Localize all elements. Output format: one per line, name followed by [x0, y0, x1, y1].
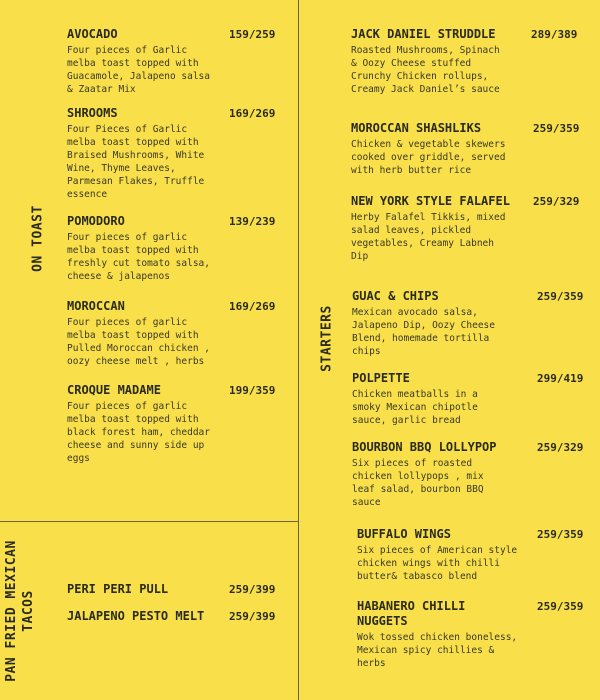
- item-price: 169/269: [229, 107, 276, 120]
- item-name: GUAC & CHIPS: [352, 289, 439, 303]
- item-price: 259/399: [229, 610, 276, 623]
- item-name: CROQUE MADAME: [67, 383, 161, 397]
- menu-item-buffalo-wings: [357, 527, 593, 583]
- item-name: JACK DANIEL STRUDDLE: [351, 27, 496, 41]
- item-description: Chicken & vegetable skewers cooked over griddle, served with herb butter rice: [351, 139, 506, 176]
- menu-item-new-york-style-falafel: [351, 194, 591, 263]
- section-label-tacos: [3, 536, 37, 686]
- item-price: 259/359: [533, 122, 580, 135]
- menu-item-shrooms: [67, 106, 277, 201]
- menu-item-polpette: [352, 371, 592, 427]
- menu-item-avocado: [67, 27, 277, 96]
- menu-item-guac-and-chips: [352, 289, 592, 358]
- item-price: 289/389: [531, 28, 578, 41]
- menu-item-habanero-chilli-nuggets: [357, 599, 593, 670]
- item-name: POMODORO: [67, 214, 125, 228]
- item-price: 199/359: [229, 384, 276, 397]
- item-description: Four pieces of garlic melba toast topped with freshly cut tomato salsa, cheese & jalapenos: [67, 232, 210, 282]
- menu-item-jack-daniel-struddle: [351, 27, 591, 96]
- item-name: MOROCCAN: [67, 299, 125, 313]
- item-description: Six pieces of American style chicken wings with chilli butter& tabasco blend: [357, 545, 518, 582]
- item-name: JALAPENO PESTO MELT: [67, 609, 205, 623]
- item-price: 259/359: [537, 528, 584, 541]
- menu-item-moroccan-shashliks: [351, 121, 591, 177]
- item-name: SHROOMS: [67, 106, 118, 120]
- item-price: 259/359: [537, 600, 584, 613]
- item-name: NEW YORK STYLE FALAFEL: [351, 194, 510, 208]
- item-description: Herby Falafel Tikkis, mixed salad leaves, pickled vegetables, Creamy Labneh Dip: [351, 212, 506, 262]
- item-description: Four pieces of garlic melba toast topped with black forest ham, cheddar cheese and sunny side up eggs: [67, 401, 210, 464]
- menu-item-croque-madame: [67, 383, 277, 465]
- item-name: BOURBON BBQ LOLLYPOP: [352, 440, 497, 454]
- menu-item-moroccan: [67, 299, 277, 368]
- item-price: 259/329: [537, 441, 584, 454]
- item-description: Roasted Mushrooms, Spinach & Oozy Cheese stuffed Crunchy Chicken rollups, Creamy Jack Daniel’s sauce: [351, 45, 500, 95]
- item-description: Four pieces of Garlic melba toast topped with Guacamole, Jalapeno salsa & Zaatar Mix: [67, 45, 210, 95]
- item-description: Four pieces of garlic melba toast topped with Pulled Moroccan chicken , oozy cheese melt , herbs: [67, 317, 210, 367]
- item-name: PERI PERI PULL: [67, 582, 169, 596]
- item-name: HABANERO CHILLI NUGGETS: [357, 599, 466, 628]
- item-name: AVOCADO: [67, 27, 118, 41]
- item-description: Six pieces of roasted chicken lollypops , mix leaf salad, bourbon BBQ sauce: [352, 458, 484, 508]
- section-label-starters: STARTERS: [319, 305, 335, 372]
- item-description: Chicken meatballs in a smoky Mexican chipotle sauce, garlic bread: [352, 389, 478, 426]
- item-description: Four Pieces of Garlic melba toast topped with Braised Mushrooms, White Wine, Thyme Leaves, Parmesan Flakes, Truffle essence: [67, 124, 205, 200]
- section-label-line2: TACOS: [21, 590, 36, 632]
- column-divider: [298, 0, 299, 700]
- menu-item-peri-peri-pull: [67, 582, 287, 597]
- section-divider: [0, 521, 298, 522]
- item-price: 259/329: [533, 195, 580, 208]
- menu-item-pomodoro: [67, 214, 277, 283]
- section-label-on-toast: ON TOAST: [30, 205, 46, 272]
- item-price: 259/399: [229, 583, 276, 596]
- item-description: Mexican avocado salsa, Jalapeno Dip, Oozy Cheese Blend, homemade tortilla chips: [352, 307, 495, 357]
- menu-item-jalapeno-pesto-melt: [67, 609, 287, 624]
- item-price: 139/239: [229, 215, 276, 228]
- item-price: 169/269: [229, 300, 276, 313]
- item-price: 299/419: [537, 372, 584, 385]
- item-name: MOROCCAN SHASHLIKS: [351, 121, 482, 135]
- menu-item-bourbon-bbq-lollypop: [352, 440, 592, 509]
- item-price: 159/259: [229, 28, 276, 41]
- section-label-line1: PAN FRIED MEXICAN: [4, 540, 19, 682]
- item-description: Wok tossed chicken boneless, Mexican spicy chillies & herbs: [357, 632, 518, 669]
- item-name: BUFFALO WINGS: [357, 527, 451, 541]
- item-name: POLPETTE: [352, 371, 410, 385]
- item-price: 259/359: [537, 290, 584, 303]
